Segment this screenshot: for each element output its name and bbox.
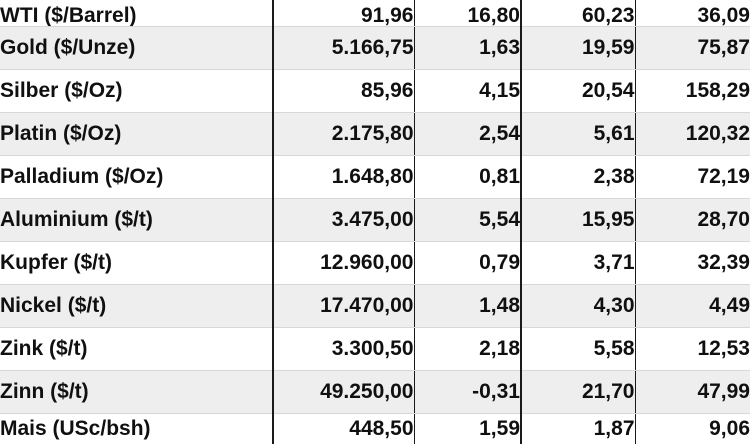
row-value-day: 1,63 [414, 26, 521, 69]
row-value-price: 5.166,75 [273, 26, 414, 69]
row-value-month: 21,70 [521, 370, 635, 413]
row-value-day: 2,54 [414, 112, 521, 155]
row-value-price: 85,96 [273, 69, 414, 112]
row-label: Platin ($/Oz) [0, 112, 273, 155]
row-value-year: 4,49 [635, 284, 750, 327]
row-value-month: 3,71 [521, 241, 635, 284]
row-value-price: 2.175,80 [273, 112, 414, 155]
row-value-year: 72,19 [635, 155, 750, 198]
row-value-day: 0,81 [414, 155, 521, 198]
row-label: Palladium ($/Oz) [0, 155, 273, 198]
table-row [0, 241, 750, 284]
row-value-month: 19,59 [521, 26, 635, 69]
row-value-month: 15,95 [521, 198, 635, 241]
table-row [0, 413, 750, 444]
row-value-day: 1,48 [414, 284, 521, 327]
row-value-month: 5,61 [521, 112, 635, 155]
row-value-price: 12.960,00 [273, 241, 414, 284]
row-value-month: 60,23 [521, 0, 635, 26]
row-label: Kupfer ($/t) [0, 241, 273, 284]
row-value-price: 1.648,80 [273, 155, 414, 198]
row-value-day: 1,59 [414, 413, 521, 444]
row-value-price: 91,96 [273, 0, 414, 26]
table-row [0, 69, 750, 112]
row-value-month: 1,87 [521, 413, 635, 444]
row-value-year: 32,39 [635, 241, 750, 284]
row-value-year: 158,29 [635, 69, 750, 112]
row-value-year: 120,32 [635, 112, 750, 155]
row-label: Mais (USc/bsh) [0, 413, 273, 444]
row-value-day: 0,79 [414, 241, 521, 284]
row-value-year: 47,99 [635, 370, 750, 413]
row-value-day: -0,31 [414, 370, 521, 413]
table-row [0, 327, 750, 370]
row-value-day: 5,54 [414, 198, 521, 241]
row-value-day: 4,15 [414, 69, 521, 112]
row-value-price: 49.250,00 [273, 370, 414, 413]
row-label: WTI ($/Barrel) [0, 0, 273, 26]
row-value-year: 75,87 [635, 26, 750, 69]
row-value-year: 9,06 [635, 413, 750, 444]
row-value-day: 2,18 [414, 327, 521, 370]
table-row [0, 26, 750, 69]
table-row [0, 370, 750, 413]
table-row [0, 155, 750, 198]
row-value-price: 3.300,50 [273, 327, 414, 370]
row-label: Aluminium ($/t) [0, 198, 273, 241]
row-label: Gold ($/Unze) [0, 26, 273, 69]
row-value-price: 3.475,00 [273, 198, 414, 241]
row-value-month: 5,58 [521, 327, 635, 370]
row-value-price: 448,50 [273, 413, 414, 444]
row-label: Zink ($/t) [0, 327, 273, 370]
table-row [0, 198, 750, 241]
row-label: Zinn ($/t) [0, 370, 273, 413]
table-row [0, 284, 750, 327]
row-value-year: 36,09 [635, 0, 750, 26]
row-value-month: 20,54 [521, 69, 635, 112]
row-value-month: 2,38 [521, 155, 635, 198]
row-value-day: 16,80 [414, 0, 521, 26]
row-value-price: 17.470,00 [273, 284, 414, 327]
row-label: Silber ($/Oz) [0, 69, 273, 112]
row-value-year: 28,70 [635, 198, 750, 241]
row-value-year: 12,53 [635, 327, 750, 370]
row-value-month: 4,30 [521, 284, 635, 327]
row-label: Nickel ($/t) [0, 284, 273, 327]
table-row [0, 0, 750, 26]
table-row [0, 112, 750, 155]
